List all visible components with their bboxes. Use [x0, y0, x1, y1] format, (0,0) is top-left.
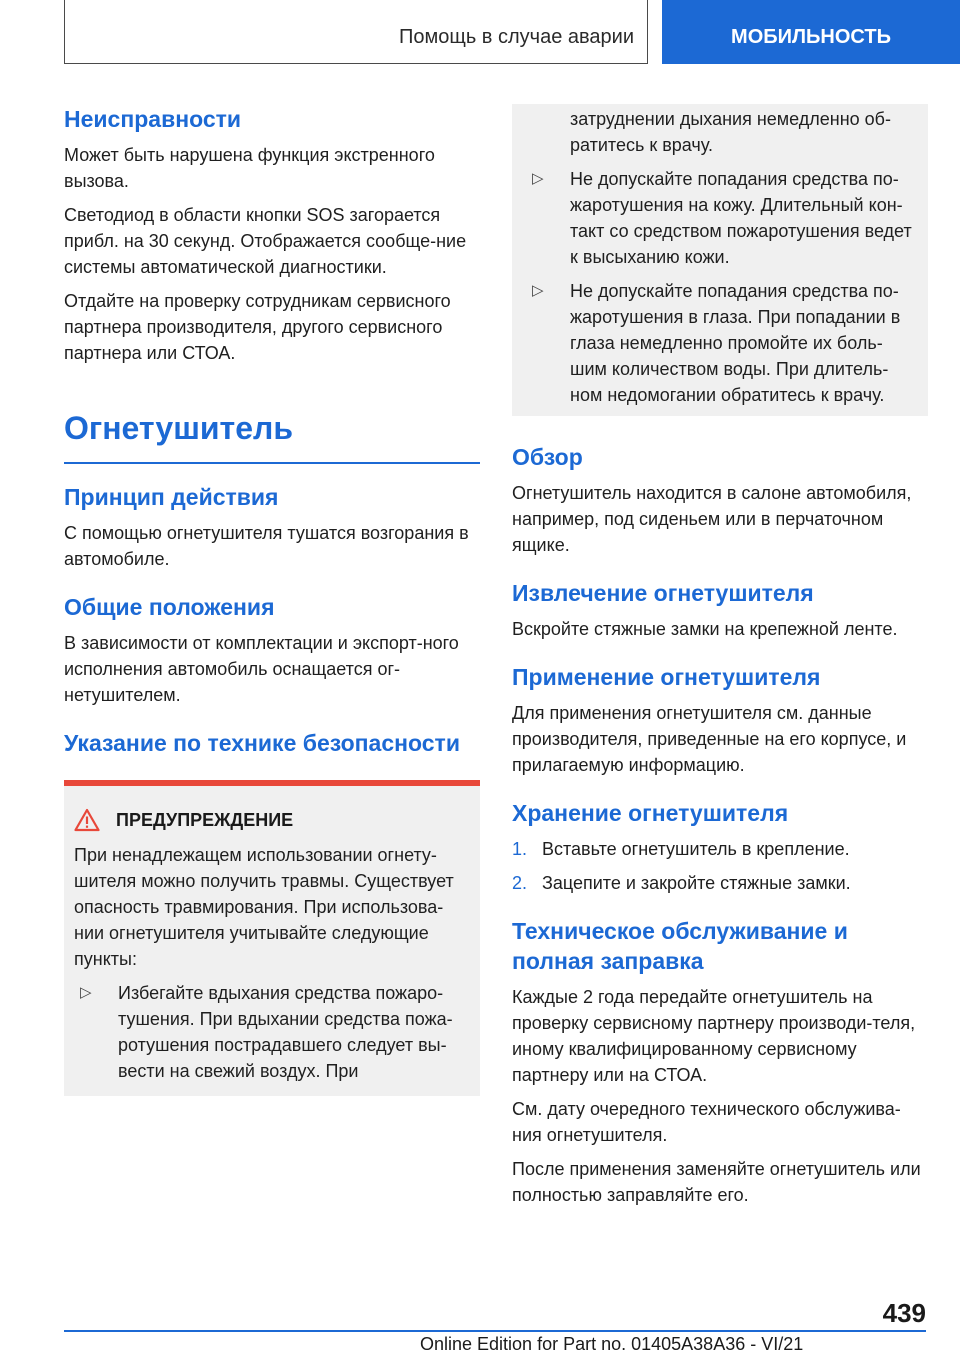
text-principle: С помощью огнетушителя тушатся возгорания в автомобиле.: [64, 523, 469, 569]
footer-rule: [64, 1330, 926, 1332]
list-item: [526, 278, 914, 408]
bullet-continued-text: затруднении дыхания немедленно об-ратитесь к врачу.: [570, 109, 891, 155]
text-malfunction-2: Светодиод в области кнопки SOS загорается прибл. на 30 секунд. Отображается сообще-ние системы автоматической диагностики.: [64, 205, 467, 277]
heading-maintenance: Техническое обслуживание и полная заправка: [512, 918, 848, 974]
text-removal: Вскройте стяжные замки на крепежной ленте.: [512, 619, 898, 639]
heading-principle: Принцип действия: [64, 484, 279, 510]
bullet-triangle-icon: ▷: [532, 170, 544, 187]
header-tab-mobility[interactable]: МОБИЛЬНОСТЬ: [662, 0, 960, 64]
footer-edition: Online Edition for Part no. 01405A38A36 - VI/21: [420, 1334, 804, 1354]
heading-extinguisher: Огнетушитель: [64, 410, 293, 446]
heading-storage: Хранение огнетушителя: [512, 800, 789, 826]
warning-triangle-icon: [74, 808, 100, 832]
section-rule: [64, 462, 480, 464]
step-number: 2.: [512, 873, 528, 893]
heading-removal: Извлечение огнетушителя: [512, 580, 814, 606]
left-column: [64, 100, 480, 1096]
bullet-text-2: Не допускайте попадания средства по-жаротушения на кожу. Длительный кон-такт со средством пожаротушения ведет к высыханию кожи.: [570, 169, 912, 267]
text-maintenance-1: Каждые 2 года передайте огнетушитель на проверку сервисному партнеру производи-теля, иному квалифицированному сервисному партнеру или на СТОА.: [512, 987, 916, 1085]
list-item: [512, 836, 928, 862]
bullet-triangle-icon: ▷: [80, 984, 92, 1001]
header-section-title: Помощь в случае аварии: [399, 26, 634, 48]
bullet-triangle-icon: ▷: [532, 282, 544, 299]
step-number: 1.: [512, 839, 528, 859]
heading-overview: Обзор: [512, 444, 583, 470]
right-column: [512, 104, 928, 1208]
heading-general: Общие положения: [64, 594, 275, 620]
text-overview: Огнетушитель находится в салоне автомобиля, например, под сиденьем или в перчаточном ящике.: [512, 483, 912, 555]
step-text-2: Зацепите и закройте стяжные замки.: [542, 873, 851, 893]
list-item: [526, 166, 914, 270]
list-item: [74, 980, 466, 1084]
step-text-1: Вставьте огнетушитель в крепление.: [542, 839, 850, 859]
list-item: [512, 870, 928, 896]
list-item: [526, 106, 914, 158]
text-general: В зависимости от комплектации и экспорт-ного исполнения автомобиль оснащается ог-нетушителем.: [64, 633, 459, 705]
page-number: 439: [882, 1298, 926, 1328]
text-malfunction-1: Может быть нарушена функция экстренного вызова.: [64, 145, 435, 191]
warning-text: При ненадлежащем использовании огнету-шителя можно получить травмы. Существует опасность травмирования. При использова-нии огнетушителя учитывайте следующие пункты:: [74, 845, 454, 969]
heading-malfunction: Неисправности: [64, 106, 242, 132]
bullet-text-1: Избегайте вдыхания средства пожаро-тушения. При вдыхании средства пожа-ротушения пострадавшего следует вы-вести на свежий воздух. При: [118, 983, 453, 1081]
warning-box: [64, 780, 480, 1096]
warning-box-continued: [512, 104, 928, 416]
bullet-text-3: Не допускайте попадания средства по-жаротушения в глаза. При попадании в глаза немедленно промойте их боль-шим количеством воды. При длитель-ном недомогании обратитесь к врачу.: [570, 281, 901, 405]
warning-title: ПРЕДУПРЕЖДЕНИЕ: [116, 809, 294, 830]
text-maintenance-3: После применения заменяйте огнетушитель или полностью заправляйте его.: [512, 1159, 921, 1205]
heading-use: Применение огнетушителя: [512, 664, 821, 690]
text-use: Для применения огнетушителя см. данные производителя, приведенные на его корпусе, и прилагаемую информацию.: [512, 703, 907, 775]
text-maintenance-2: См. дату очередного технического обслужива-ния огнетушителя.: [512, 1099, 901, 1145]
text-malfunction-3: Отдайте на проверку сотрудникам сервисного партнера производителя, другого сервисного партнера или СТОА.: [64, 291, 451, 363]
warning-header: [74, 808, 466, 832]
heading-safety: Указание по технике безопасности: [64, 730, 460, 756]
